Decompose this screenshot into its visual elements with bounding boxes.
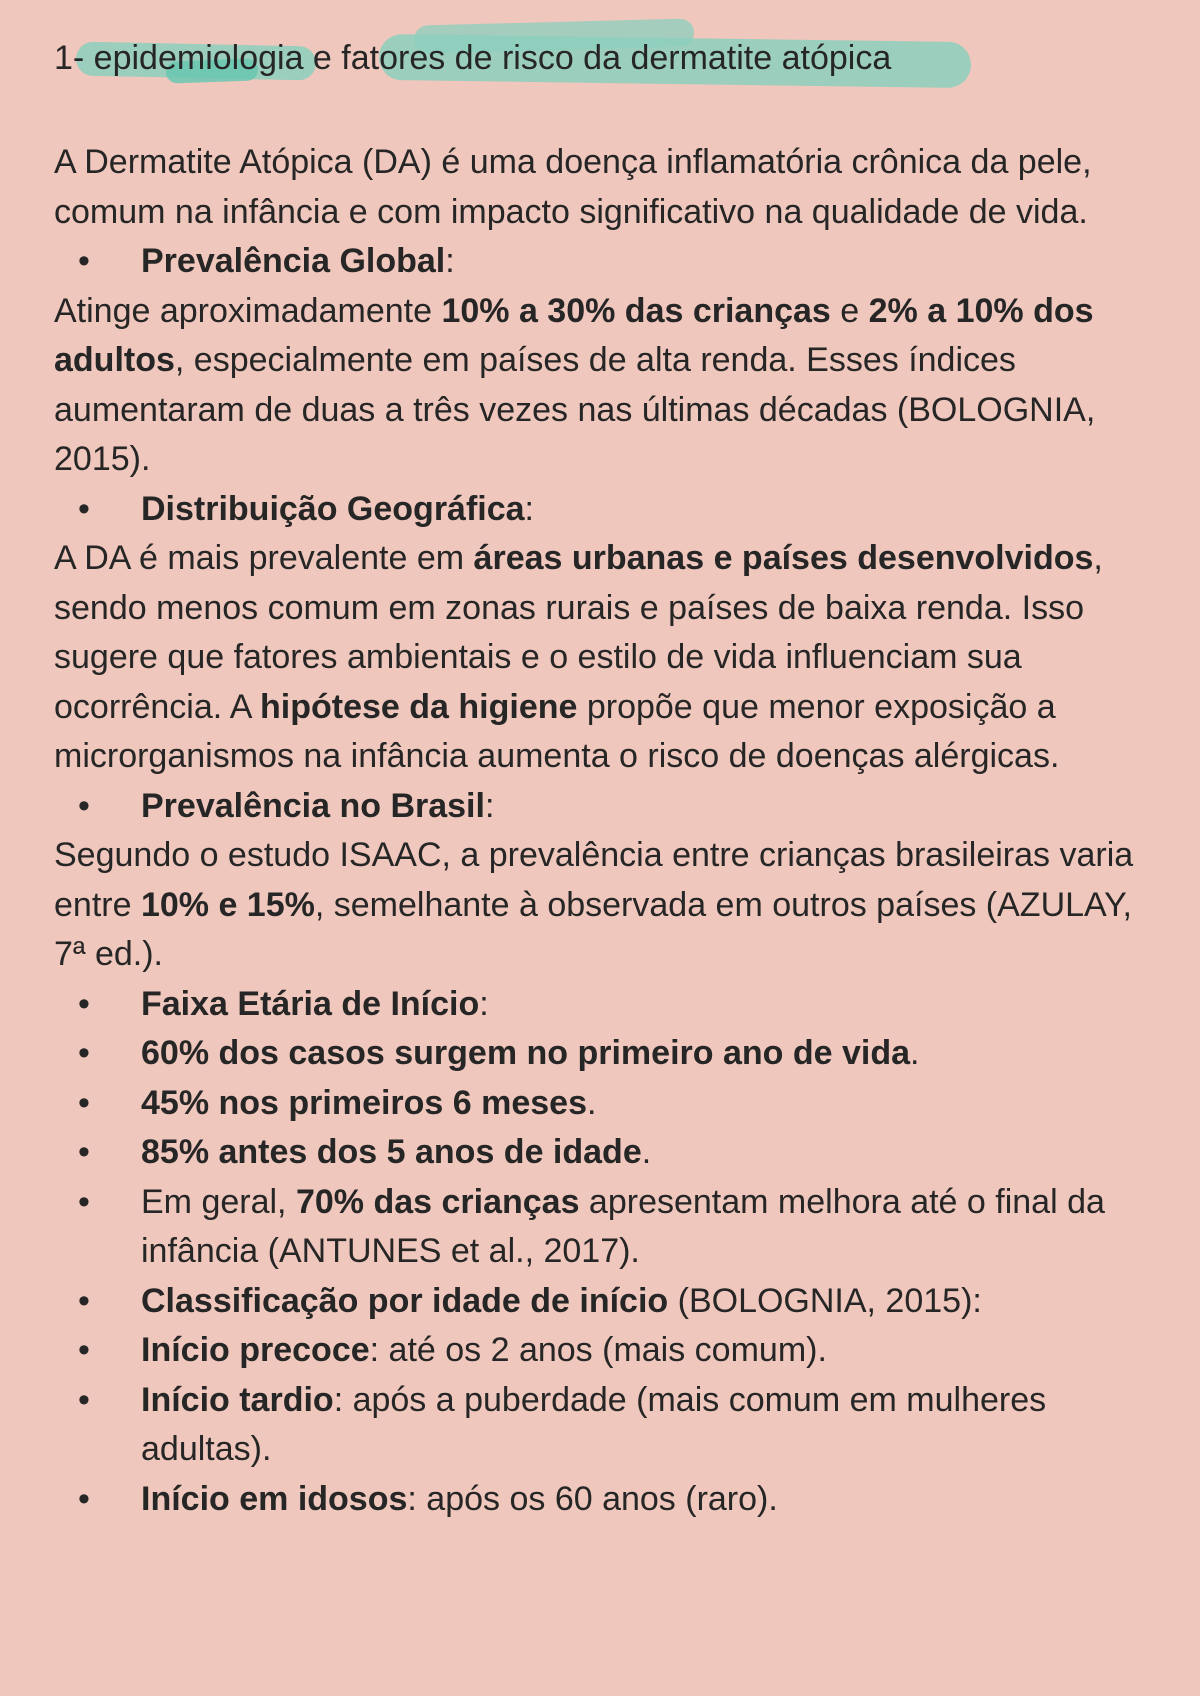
- bullet-icon: •: [78, 1281, 90, 1320]
- page-title: 1- epidemiologia e fatores de risco da dermatite atópica: [54, 39, 892, 77]
- list-item: • Início tardio: após a puberdade (mais comum em mulheres adultas).: [54, 1376, 1154, 1475]
- heading-text: Distribuição Geográfica: [141, 489, 525, 528]
- bullet-icon: •: [78, 1133, 90, 1171]
- bullet-icon: •: [78, 1034, 90, 1072]
- list-item: • 60% dos casos surgem no primeiro ano de vida.: [54, 1029, 1154, 1079]
- bullet-icon: •: [78, 242, 90, 280]
- heading-text: Prevalência no Brasil: [141, 786, 485, 825]
- list-item: • Em geral, 70% das crianças apresentam melhora até o final da infância (ANTUNES et al., 2017).: [54, 1178, 1154, 1277]
- title-block: [54, 30, 1154, 90]
- heading-text: Prevalência Global: [141, 242, 446, 280]
- section-heading-geo: • Distribuição Geográfica:: [54, 485, 1154, 535]
- section-heading-brasil: • Prevalência no Brasil:: [54, 782, 1154, 832]
- bullet-icon: •: [78, 1479, 90, 1518]
- list-item: • Início em idosos: após os 60 anos (raro).: [54, 1475, 1154, 1525]
- list-item: • 45% nos primeiros 6 meses.: [54, 1079, 1154, 1129]
- section-heading-global: • Prevalência Global:: [54, 237, 1154, 287]
- bullet-icon: •: [78, 1331, 90, 1369]
- bullet-icon: •: [78, 1380, 90, 1419]
- global-paragraph: Atinge aproximadamente 10% a 30% das crianças e 2% a 10% dos adultos, especialmente em países de alta renda. Esses índices aumentaram de duas a três vezes nas últimas décadas (BOLOGNIA, 2015).: [54, 291, 1096, 478]
- list-item: • Classificação por idade de início (BOLOGNIA, 2015):: [54, 1277, 1154, 1327]
- intro-paragraph: A Dermatite Atópica (DA) é uma doença inflamatória crônica da pele, comum na infância e com impacto significativo na qualidade de vida.: [54, 143, 1092, 231]
- bullet-icon: •: [78, 984, 90, 1023]
- bullet-icon: •: [78, 786, 90, 825]
- geo-paragraph: A DA é mais prevalente em áreas urbanas e países desenvolvidos, sendo menos comum em zonas rurais e países de baixa renda. Isso sugere que fatores ambientais e o estilo de vida influenciam sua ocorrência. A hipótese da higiene propõe que menor exposição a microrganismos na infância aumenta o risco de doenças alérgicas.: [54, 539, 1103, 775]
- document-page: [54, 30, 1154, 1524]
- bullet-icon: •: [78, 1182, 90, 1221]
- list-item: • Início precoce: até os 2 anos (mais comum).: [54, 1326, 1154, 1376]
- list-item: • Faixa Etária de Início:: [54, 980, 1154, 1030]
- list-item: • 85% antes dos 5 anos de idade.: [54, 1128, 1154, 1178]
- bullet-icon: •: [78, 489, 90, 528]
- bullet-icon: •: [78, 1083, 90, 1122]
- brasil-paragraph: Segundo o estudo ISAAC, a prevalência entre crianças brasileiras varia entre 10% e 15%, semelhante à observada em outros países (AZULAY, 7ª ed.).: [54, 836, 1134, 973]
